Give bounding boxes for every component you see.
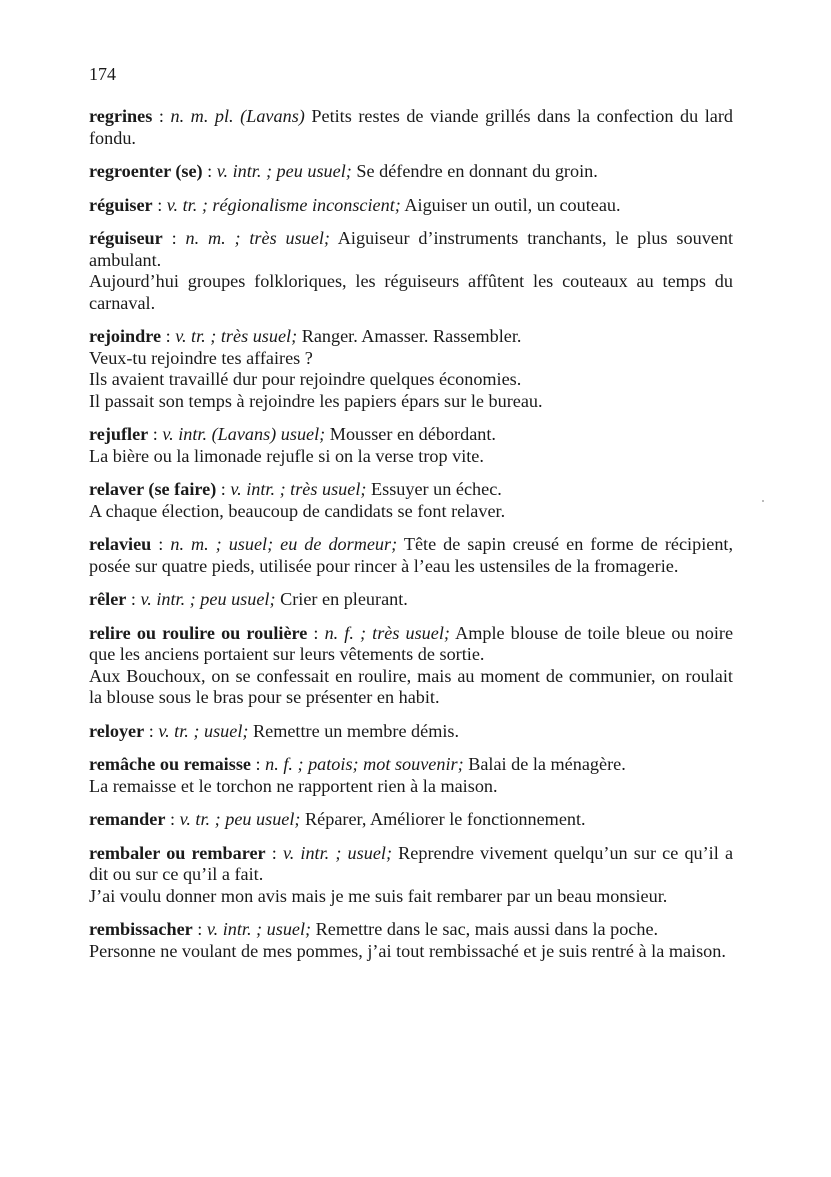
dictionary-entry	[89, 479, 733, 522]
page-number: 174	[89, 64, 116, 84]
scan-speck	[762, 500, 764, 502]
entry-headword: relavieu	[89, 534, 152, 554]
dictionary-entry	[89, 326, 733, 412]
entry-headword: regroenter (se)	[89, 161, 203, 181]
entry-definition-line: regroenter (se) : v. intr. ; peu usuel; Se défendre en donnant du groin.	[89, 161, 598, 181]
entry-headword: réguiser	[89, 194, 153, 215]
entry-definition-line: regrines : n. m. pl. (Lavans) Petits restes de viande grillés dans la confection du lard fondu.	[89, 106, 734, 148]
entry-grammar: v. tr. ; très usuel;	[175, 326, 298, 346]
entry-example: La remaisse et le torchon ne rapportent rien à la maison.	[89, 775, 498, 796]
dictionary-entry	[89, 623, 733, 709]
entry-definition: Réparer, Améliorer le fonctionnement.	[305, 809, 586, 829]
entry-grammar: v. tr. ; régionalisme inconscient;	[166, 194, 401, 215]
entry-definition: Ranger. Amasser. Rassembler.	[301, 326, 522, 346]
dictionary-entry	[89, 843, 733, 908]
entry-definition-line: rêler : v. intr. ; peu usuel; Crier en pleurant.	[89, 589, 408, 609]
entry-grammar: v. intr. (Lavans) usuel;	[162, 424, 326, 444]
entry-grammar: n. m. ; très usuel;	[185, 228, 330, 248]
entry-example: Aux Bouchoux, on se confessait en roulire, mais au moment de communier, on roulait la blouse sous le bras pour se présenter en habit.	[89, 665, 733, 707]
entry-headword: regrines	[89, 106, 153, 126]
entry-definition-line: rembissacher : v. intr. ; usuel; Remettre dans le sac, mais aussi dans la poche.	[89, 919, 659, 939]
entry-definition-line: réguiseur : n. m. ; très usuel; Aiguiseur d’instruments tranchants, le plus souvent ambulant.	[89, 228, 734, 270]
entry-example: A chaque élection, beaucoup de candidats se font relaver.	[89, 500, 506, 521]
entry-headword: réguiseur	[89, 228, 163, 248]
entry-definition: Tête de sapin creusé en forme de récipient, posée sur quatre pieds, utilisée pour rincer à l’eau les ustensiles de la fromagerie.	[89, 534, 734, 576]
dictionary-entry	[89, 106, 733, 149]
entry-list	[89, 106, 733, 974]
entry-definition: Reprendre vivement quelqu’un sur ce qu’il a dit ou sur ce qu’il a fait.	[89, 842, 734, 884]
entry-example: J’ai voulu donner mon avis mais je me suis fait rembarer par un beau monsieur.	[89, 885, 668, 906]
entry-definition-line: relavieu : n. m. ; usuel; eu de dormeur; Tête de sapin creusé en forme de récipient, posée sur quatre pieds, utilisée pour rincer à l’eau les ustensiles de la fromagerie.	[89, 534, 734, 576]
dictionary-entry	[89, 589, 733, 611]
entry-headword: reloyer	[89, 720, 145, 741]
entry-definition-line: rembaler ou rembarer : v. intr. ; usuel; Reprendre vivement quelqu’un sur ce qu’il a dit ou sur ce qu’il a fait.	[89, 842, 734, 884]
entry-definition: Balai de la ménagère.	[468, 754, 626, 774]
dictionary-entry	[89, 534, 733, 577]
entry-definition: Aiguiser un outil, un couteau.	[404, 194, 621, 215]
entry-headword: rembissacher	[89, 919, 193, 939]
entry-grammar: v. intr. ; usuel;	[282, 842, 393, 863]
entry-definition-line: remâche ou remaisse : n. f. ; patois; mot souvenir; Balai de la ménagère.	[89, 754, 626, 774]
dictionary-entry	[89, 161, 733, 183]
entry-example: Il passait son temps à rejoindre les papiers épars sur le bureau.	[89, 390, 543, 411]
entry-grammar: v. tr. ; usuel;	[158, 720, 249, 741]
entry-definition: Petits restes de viande grillés dans la confection du lard fondu.	[89, 106, 734, 148]
entry-definition-line: réguiser : v. tr. ; régionalisme inconscient; Aiguiser un outil, un couteau.	[89, 194, 621, 215]
entry-headword: rembaler ou rembarer	[89, 842, 266, 863]
entry-headword: rejufler	[89, 424, 149, 444]
entry-definition: Mousser en débordant.	[329, 424, 496, 444]
dictionary-entry	[89, 195, 733, 217]
entry-definition-line: relire ou roulire ou roulière : n. f. ; très usuel; Ample blouse de toile bleue ou noire que les anciens portaient sur leurs vêtements de sortie.	[89, 622, 734, 664]
entry-definition-line: rejufler : v. intr. (Lavans) usuel; Mousser en débordant.	[89, 424, 496, 444]
entry-grammar: v. intr. ; peu usuel;	[216, 161, 352, 181]
entry-headword: rêler	[89, 589, 127, 609]
entry-grammar: v. tr. ; peu usuel;	[179, 809, 301, 829]
entry-grammar: n. m. pl. (Lavans)	[170, 106, 305, 126]
entry-definition-line: relaver (se faire) : v. intr. ; très usuel; Essuyer un échec.	[89, 479, 502, 499]
dictionary-entry	[89, 721, 733, 743]
entry-grammar: v. intr. ; très usuel;	[230, 479, 367, 499]
entry-example: La bière ou la limonade rejufle si on la verse trop vite.	[89, 445, 484, 466]
dictionary-entry	[89, 754, 733, 797]
entry-example: Aujourd’hui groupes folkloriques, les réguiseurs affûtent les couteaux au temps du carnaval.	[89, 271, 733, 313]
entry-headword: relire ou roulire ou roulière	[89, 622, 308, 643]
entry-definition-line: reloyer : v. tr. ; usuel; Remettre un membre démis.	[89, 720, 460, 741]
entry-headword: remâche ou remaisse	[89, 754, 251, 774]
entry-definition: Essuyer un échec.	[371, 479, 502, 499]
entry-headword: relaver (se faire)	[89, 479, 217, 499]
entry-headword: remander	[89, 809, 166, 829]
entry-grammar: n. m. ; usuel; eu de dormeur;	[170, 534, 398, 554]
entry-example: Personne ne voulant de mes pommes, j’ai tout rembissaché et je suis rentré à la maison.	[89, 940, 726, 961]
dictionary-entry	[89, 424, 733, 467]
dictionary-entry	[89, 228, 733, 314]
entry-grammar: n. f. ; très usuel;	[324, 622, 450, 643]
entry-definition: Remettre un membre démis.	[252, 720, 460, 741]
entry-grammar: v. intr. ; peu usuel;	[140, 589, 276, 609]
entry-grammar: v. intr. ; usuel;	[206, 919, 312, 939]
entry-definition: Crier en pleurant.	[280, 589, 408, 609]
entry-definition: Remettre dans le sac, mais aussi dans la poche.	[315, 919, 659, 939]
entry-definition: Aiguiseur d’instruments tranchants, le plus souvent ambulant.	[89, 228, 734, 270]
entry-definition-line: remander : v. tr. ; peu usuel; Réparer, Améliorer le fonctionnement.	[89, 809, 586, 829]
entry-definition: Se défendre en donnant du groin.	[356, 161, 598, 181]
entry-definition: Ample blouse de toile bleue ou noire que les anciens portaient sur leurs vêtements de sortie.	[89, 622, 734, 664]
dictionary-entry	[89, 809, 733, 831]
dictionary-entry	[89, 919, 733, 962]
entry-example: Ils avaient travaillé dur pour rejoindre quelques économies.	[89, 369, 522, 389]
entry-headword: rejoindre	[89, 326, 162, 346]
entry-grammar: n. f. ; patois; mot souvenir;	[265, 754, 464, 774]
entry-definition-line: rejoindre : v. tr. ; très usuel; Ranger. Amasser. Rassembler.	[89, 326, 522, 346]
entry-example: Veux-tu rejoindre tes affaires ?	[89, 347, 313, 368]
